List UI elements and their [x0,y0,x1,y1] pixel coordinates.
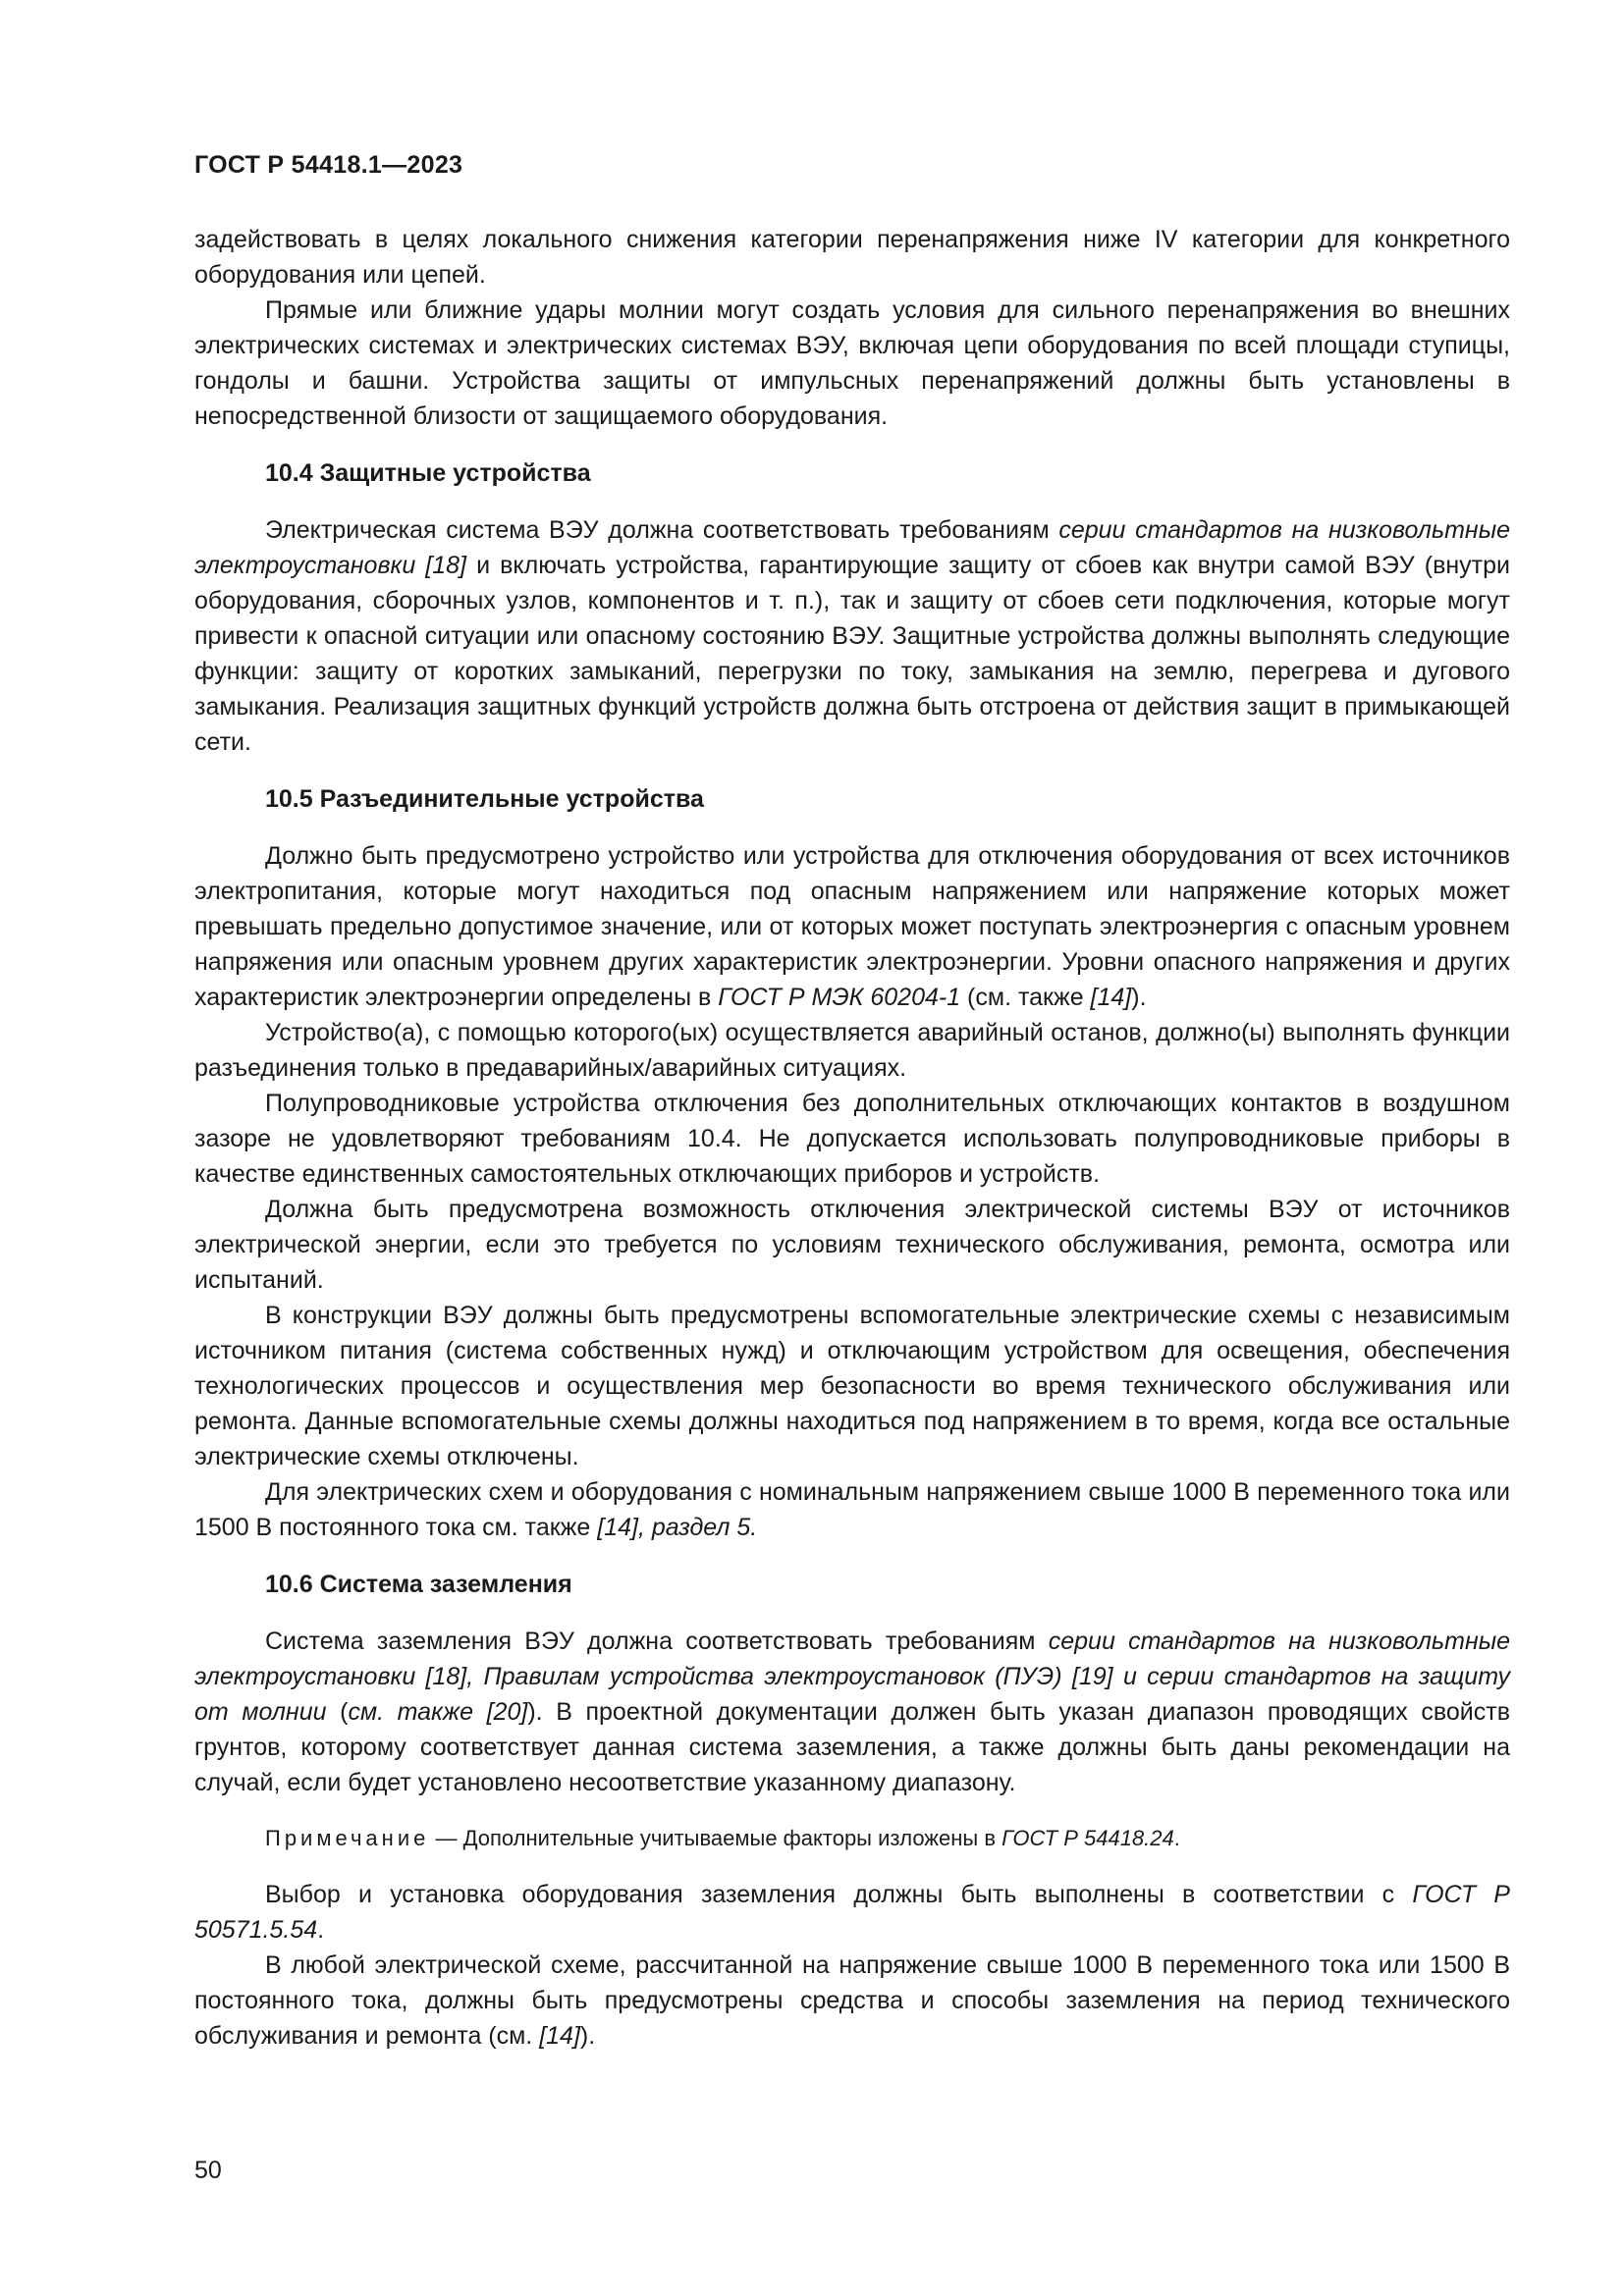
section-heading-10-4: 10.4 Защитные устройства [265,459,591,487]
section-heading-10-6: 10.6 Система заземления [265,1571,572,1598]
reference-italic: ГОСТ Р 54418.24 [1001,1826,1174,1850]
paragraph [194,838,1510,1015]
note-paragraph [194,1822,1510,1855]
paragraph: Устройство(а), с помощью которого(ых) осуществляется аварийный останов, должно(ы) выполнять функции разъединения только в предаварийных/аварийных ситуациях. [194,1019,1510,1082]
paragraph: Полупроводниковые устройства отключения без дополнительных отключающих контактов в воздушном зазоре не удовлетворяют требованиям 10.4. Не допускается использовать полупроводниковые приборы в качестве единственных самостоятельных отключающих приборов и устройств. [194,1090,1510,1188]
paragraph: Прямые или ближние удары молнии могут создать условия для сильного перенапряжения во внешних электрических системах и электрических системах ВЭУ, включая цепи оборудования по всей площади ступицы, гондолы и башни. Устройства защиты от импульсных перенапряжений должны быть установлены в непосредственной близости от защищаемого оборудования. [194,296,1510,430]
text-run: ( [326,1698,349,1726]
document-body [194,222,1510,2054]
text-run: . [1173,1826,1180,1850]
reference-italic: ГОСТ Р 50571.5.54 [194,1881,1510,1944]
text-run: Для электрических схем и оборудования с номинальным напряжением свыше 1000 В переменного тока или 1500 В постоянного тока см. также [194,1478,1510,1541]
paragraph [194,1948,1510,2054]
reference-italic: серии стандартов на низковольтные электроустановки [18], Правилам устройства электроустановок (ПУЭ) [19] и серии стандартов на защиту от молнии [194,1628,1510,1726]
document-code-header: ГОСТ Р 54418.1—2023 [194,151,463,179]
paragraph [194,1474,1510,1545]
text-run: ). [1131,984,1147,1011]
text-run: Система заземления ВЭУ должна соответствовать требованиям [265,1628,1049,1655]
paragraph [194,1877,1510,1948]
paragraph: В конструкции ВЭУ должны быть предусмотрены вспомогательные электрические схемы с независимым источником питания (система собственных нужд) и отключающим устройством для освещения, обеспечения технологических процессов и осуществления мер безопасности во время технического обслуживания или ремонта. Данные вспомогательные схемы должны находиться под напряжением в то время, когда все остальные электрические схемы отключены. [194,1302,1510,1470]
text-run: — Дополнительные учитываемые факторы изложены в [429,1826,1002,1850]
reference-italic: см. также [20] [348,1698,528,1726]
paragraph [194,1624,1510,1800]
reference-italic: ГОСТ Р МЭК 60204-1 [718,984,961,1011]
note-label: Примечание [265,1826,430,1850]
reference-italic: [14], раздел 5. [597,1514,758,1541]
page-number: 50 [194,2157,222,2184]
text-run: . [317,1916,325,1944]
text-run: ). В проектной документации должен быть указан диапазон проводящих свойств грунтов, которому соответствует данная система заземления, а также должны быть даны рекомендации на случай, если будет установлено несоответствие указанному диапазону. [194,1698,1510,1796]
text-run: Электрическая система ВЭУ должна соответствовать требованиям [265,516,1059,544]
paragraph: задействовать в целях локального снижения категории перенапряжения ниже IV категории для конкретного оборудования или цепей. [194,226,1510,289]
text-run: (см. также [960,984,1091,1011]
text-run: В любой электрической схеме, рассчитанной на напряжение свыше 1000 В переменного тока или 1500 В постоянного тока, должны быть предусмотрены средства и способы заземления на период технического обслуживания и ремонта (см. [194,1951,1510,2050]
section-heading-10-5: 10.5 Разъединительные устройства [265,785,704,813]
reference-italic: [14] [1090,984,1132,1011]
text-run: Выбор и установка оборудования заземления должны быть выполнены в соответствии с [265,1881,1413,1908]
text-run: ). [579,2022,596,2050]
reference-italic: серии стандартов на низковольтные электроустановки [18] [194,516,1510,579]
paragraph: Должна быть предусмотрена возможность отключения электрической системы ВЭУ от источников электрической энергии, если это требуется по условиям технического обслуживания, ремонта, осмотра или испытаний. [194,1196,1510,1294]
text-run: Должно быть предусмотрено устройство или устройства для отключения оборудования от всех источников электропитания, которые могут находиться под опасным напряжением или напряжение которых может превышать предельно допустимое значение, или от которых может поступать электроэнергия с опасным уровнем напряжения или опасным уровнем других характеристик электроэнергии. Уровни опасного напряжения и других характеристик электроэнергии определены в [194,842,1510,1011]
paragraph [194,512,1510,760]
text-run: и включать устройства, гарантирующие защиту от сбоев как внутри самой ВЭУ (внутри оборудования, сборочных узлов, компонентов и т. п.), так и защиту от сбоев сети подключения, которые могут привести к опасной ситуации или опасному состоянию ВЭУ. Защитные устройства должны выполнять следующие функции: защиту от коротких замыканий, перегрузки по току, замыкания на землю, перегрева и дугового замыкания. Реализация защитных функций устройств должна быть отстроена от действия защит в примыкающей сети. [194,552,1510,756]
reference-italic: [14] [539,2022,580,2050]
